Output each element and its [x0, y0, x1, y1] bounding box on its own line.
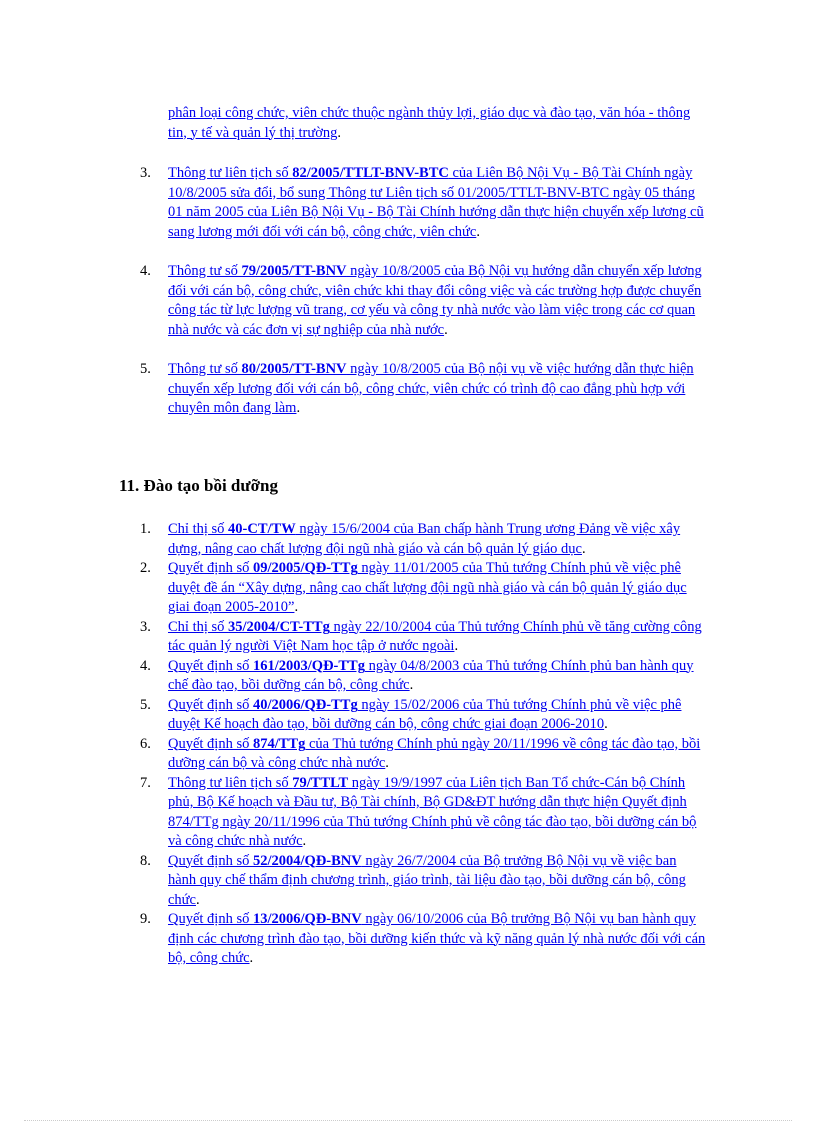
list-item — [140, 262, 708, 340]
item-tail: . — [337, 124, 341, 141]
link-text-body: ngày 10/8/2005 của Bộ nội vụ về việc hướng dẫn thực hiện chuyển xếp lương đối với cán bộ, công chức, viên chức có trình độ cao đẳng phù hợp với chuyên môn đang làm — [168, 361, 694, 416]
document-code: 82/2005/TTLT-BNV-BTC — [292, 165, 449, 181]
legal-document-link[interactable] — [168, 361, 694, 416]
link-text-body: ngày 06/10/2006 của Bộ trưởng Bộ Nội vụ ban hành quy định các chương trình đào tạo, bồi dưỡng kiến thức và kỹ năng quản lý nhà nước đối với cán bộ, công chức — [168, 911, 706, 966]
legal-document-link[interactable] — [168, 521, 680, 557]
link-text-prefix: Thông tư liên tịch số — [168, 774, 293, 791]
link-text-prefix: Thông tư số — [168, 361, 242, 377]
list-item — [140, 657, 708, 696]
link-text-prefix: Quyết định số — [168, 560, 253, 576]
legal-document-link[interactable] — [168, 775, 696, 850]
legal-document-link[interactable] — [168, 619, 702, 655]
link-text-prefix: Quyết định số — [168, 657, 253, 674]
link-text-body: ngày 10/8/2005 của Bộ Nội vụ hướng dẫn chuyển xếp lương đối với cán bộ, công chức, viên chức khi thay đổi công việc và các trường hợp được chuyển công tác từ lực lượng vũ trang, cơ yếu và công ty nhà nước vào làm việc trong các cơ quan nhà nước và các đơn vị sự nghiệp của nhà nước — [168, 263, 702, 338]
item-tail: . — [296, 400, 301, 416]
list-item — [140, 774, 708, 852]
item-tail: . — [409, 677, 414, 693]
link-text-prefix: Quyết định số — [168, 852, 253, 869]
legal-document-link[interactable] — [168, 736, 700, 772]
list-item-number: 7. — [140, 774, 151, 791]
list-item-number: 4. — [140, 263, 151, 279]
item-tail: . — [476, 223, 480, 240]
document-code: 79/TTLT — [292, 774, 349, 791]
list-item-number: 4. — [140, 657, 151, 674]
link-text-body: ngày 11/01/2005 của Thủ tướng Chính phủ về việc phê duyệt đề án “Xây dựng, nâng cao chất lượng đội ngũ nhà giáo và cán bộ quản lý giáo dục giai đoạn 2005-2010” — [168, 560, 687, 615]
link-text-prefix: Quyết định số — [168, 911, 253, 927]
item-tail: . — [581, 540, 586, 557]
legal-document-link[interactable] — [168, 165, 704, 240]
link-text-body: của Thủ tướng Chính phủ ngày 20/11/1996 về công tác đào tạo, bồi dưỡng cán bộ và công chức nhà nước — [168, 735, 701, 771]
document-code: 161/2003/QĐ-TTg — [252, 657, 365, 674]
page-bottom-divider — [24, 1120, 792, 1121]
document-code: 52/2004/QĐ-BNV — [252, 852, 362, 869]
link-text-body: ngày 22/10/2004 của Thủ tướng Chính phủ về tăng cường công tác quản lý người Việt Nam học tập ở nước ngoài — [168, 618, 702, 654]
document-code: 35/2004/CT-TTg — [228, 618, 330, 635]
list-item-number: 5. — [140, 361, 151, 377]
legal-document-link[interactable]: phân loại công chức, viên chức thuộc ngành thủy lợi, giáo dục và đào tạo, văn hóa - thông tin, y tế và quản lý thị trường — [168, 105, 691, 141]
list-item-number: 3. — [140, 618, 151, 635]
list-item-number: 1. — [140, 521, 151, 537]
link-text-prefix: Thông tư liên tịch số — [168, 165, 293, 181]
list-item-number: 5. — [140, 696, 151, 713]
list-item-number: 6. — [140, 735, 151, 752]
link-text-body: ngày 26/7/2004 của Bộ trưởng Bộ Nội vụ về việc ban hành quy chế thẩm định chương trình, giáo trình, tài liệu đào tạo, bồi dưỡng cán bộ, công chức — [168, 852, 686, 908]
item-tail: . — [195, 891, 200, 908]
section-heading: 11. Đào tạo bồi dưỡng — [119, 476, 278, 495]
list-item-number: 2. — [140, 560, 151, 576]
list-item — [140, 852, 708, 911]
legal-document-link[interactable] — [168, 560, 687, 615]
list-item — [140, 360, 708, 419]
document-code: 40/2006/QĐ-TTg — [252, 696, 358, 713]
list-item-number: 9. — [140, 911, 151, 927]
item-tail: . — [249, 950, 254, 966]
list-item — [140, 910, 708, 969]
list-item — [140, 520, 708, 559]
legal-document-link[interactable] — [168, 853, 686, 908]
document-code: 13/2006/QĐ-BNV — [252, 911, 362, 927]
link-text-prefix: Chỉ thị số — [168, 521, 229, 537]
document-code: 874/TTg — [252, 735, 306, 752]
list-item — [140, 696, 708, 735]
item-tail: . — [444, 321, 448, 338]
link-text-prefix: Quyết định số — [168, 696, 253, 713]
link-text-prefix: Thông tư số — [168, 263, 242, 279]
item-tail: . — [454, 638, 459, 654]
link-text-body: ngày 04/8/2003 của Thủ tướng Chính phủ ban hành quy chế đào tạo, bồi dưỡng cán bộ, công chức — [168, 657, 694, 693]
item-tail: . — [302, 833, 307, 849]
link-text-body: ngày 15/6/2004 của Ban chấp hành Trung ương Đảng về việc xây dựng, nâng cao chất lượng đội ngũ nhà giáo và cán bộ quản lý giáo dục — [168, 521, 681, 557]
document-code: 09/2005/QĐ-TTg — [252, 560, 358, 576]
legal-document-link[interactable] — [168, 263, 702, 338]
list-item — [140, 164, 708, 242]
item-tail: . — [604, 716, 608, 732]
link-text-body: ngày 19/9/1997 của Liên tịch Ban Tổ chức-Cán bộ Chính phủ, Bộ Kế hoạch và Đầu tư, Bộ Tài chính, Bộ GD&ĐT hướng dẫn thực hiện Quyết định 874/TTg ngày 20/11/1996 của Thủ tướng Chính phủ về công tác đào tạo, bồi dưỡng cán bộ và công chức nhà nước — [168, 774, 697, 849]
link-text-prefix: Quyết định số — [168, 735, 253, 752]
list-item — [140, 618, 708, 657]
list-item-number: 3. — [140, 165, 151, 181]
document-code: 40-CT/TW — [228, 521, 296, 537]
list-item-number: 8. — [140, 852, 151, 869]
link-text-body: của Liên Bộ Nội Vụ - Bộ Tài Chính ngày 10/8/2005 sửa đổi, bổ sung Thông tư Liên tịch số 01/2005/TTLT-BNV-BTC ngày 05 tháng 01 năm 2005 của Liên Bộ Nội Vụ - Bộ Tài Chính hướng dẫn thực hiện chuyển xếp lương cũ sang lương mới đối với cán bộ, công chức, viên chức — [168, 165, 704, 240]
link-text-prefix: Chỉ thị số — [168, 618, 229, 635]
link-text-body: ngày 15/02/2006 của Thủ tướng Chính phủ về việc phê duyệt Kế hoạch đào tạo, bồi dưỡng cán bộ, công chức giai đoạn 2006-2010 — [168, 696, 682, 732]
training-documents-list — [140, 520, 708, 969]
continued-list-item — [168, 104, 708, 143]
salary-documents-list — [140, 164, 708, 439]
legal-document-link[interactable] — [168, 658, 694, 694]
item-tail: . — [385, 755, 389, 771]
item-tail: . — [294, 599, 299, 615]
list-item — [140, 559, 708, 618]
list-item — [140, 735, 708, 774]
document-code: 79/2005/TT-BNV — [241, 263, 347, 279]
document-code: 80/2005/TT-BNV — [241, 361, 347, 377]
